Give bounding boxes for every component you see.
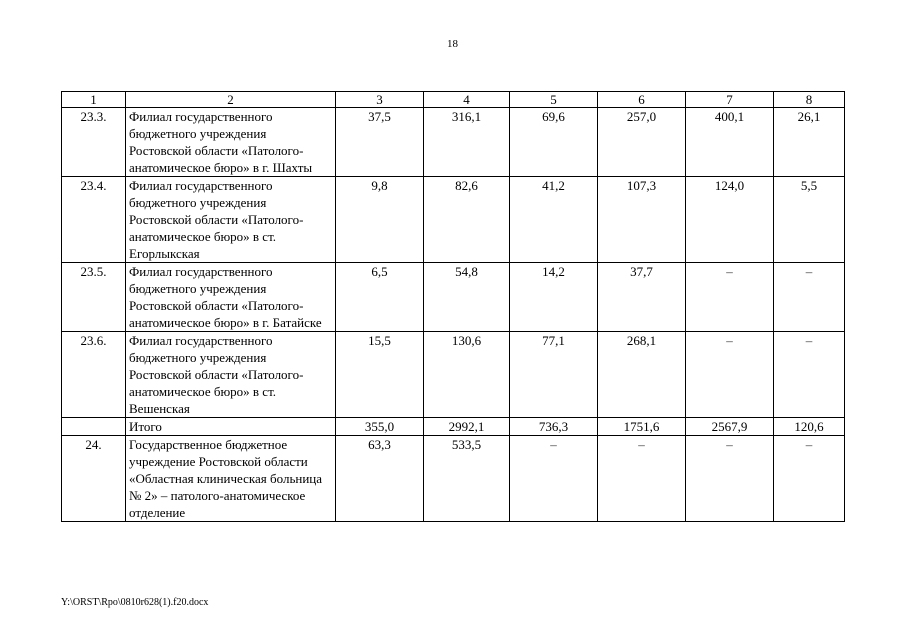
value-cell: 2567,9 xyxy=(686,418,774,436)
institution-name-cell: Филиал государственного бюджетного учреждения Ростовской области «Патолого-анатомическое бюро» в ст. Вешенская xyxy=(126,332,336,418)
value-cell: 316,1 xyxy=(424,108,510,177)
value-cell: 14,2 xyxy=(510,263,598,332)
row-number-cell: 23.3. xyxy=(62,108,126,177)
value-cell: 2992,1 xyxy=(424,418,510,436)
data-table xyxy=(61,91,845,522)
row-number-cell xyxy=(62,418,126,436)
value-cell: 82,6 xyxy=(424,177,510,263)
column-header: 4 xyxy=(424,92,510,108)
column-header: 8 xyxy=(774,92,845,108)
column-header: 1 xyxy=(62,92,126,108)
header-row xyxy=(62,92,845,108)
value-cell: – xyxy=(598,436,686,522)
value-cell: 54,8 xyxy=(424,263,510,332)
table-row xyxy=(62,436,845,522)
value-cell: 355,0 xyxy=(336,418,424,436)
value-cell: 268,1 xyxy=(598,332,686,418)
table-row xyxy=(62,332,845,418)
row-number-cell: 23.4. xyxy=(62,177,126,263)
institution-name-cell: Филиал государственного бюджетного учреждения Ростовской области «Патолого-анатомическое бюро» в г. Батайске xyxy=(126,263,336,332)
value-cell: – xyxy=(774,332,845,418)
institution-name-cell: Филиал государственного бюджетного учреждения Ростовской области «Патолого-анатомическое бюро» в г. Шахты xyxy=(126,108,336,177)
value-cell: 63,3 xyxy=(336,436,424,522)
value-cell: 26,1 xyxy=(774,108,845,177)
column-header: 5 xyxy=(510,92,598,108)
value-cell: 9,8 xyxy=(336,177,424,263)
table-row xyxy=(62,108,845,177)
value-cell: 69,6 xyxy=(510,108,598,177)
table-row xyxy=(62,263,845,332)
value-cell: 130,6 xyxy=(424,332,510,418)
value-cell: – xyxy=(774,263,845,332)
column-header: 6 xyxy=(598,92,686,108)
value-cell: – xyxy=(686,436,774,522)
value-cell: 37,5 xyxy=(336,108,424,177)
value-cell: – xyxy=(774,436,845,522)
value-cell: 15,5 xyxy=(336,332,424,418)
column-header: 7 xyxy=(686,92,774,108)
footer-file-path: Y:\ORST\Rpo\0810r628(1).f20.docx xyxy=(61,597,209,608)
column-header: 3 xyxy=(336,92,424,108)
value-cell: – xyxy=(686,332,774,418)
value-cell: 533,5 xyxy=(424,436,510,522)
value-cell: 124,0 xyxy=(686,177,774,263)
value-cell: 736,3 xyxy=(510,418,598,436)
value-cell: 77,1 xyxy=(510,332,598,418)
table-row xyxy=(62,177,845,263)
row-number-cell: 23.5. xyxy=(62,263,126,332)
institution-name-cell: Филиал государственного бюджетного учреждения Ростовской области «Патолого-анатомическое бюро» в ст. Егорлыкская xyxy=(126,177,336,263)
institution-name-cell: Государственное бюджетное учреждение Ростовской области «Областная клиническая больница № 2» – патолого-анатомическое отделение xyxy=(126,436,336,522)
value-cell: 41,2 xyxy=(510,177,598,263)
column-header: 2 xyxy=(126,92,336,108)
total-row xyxy=(62,418,845,436)
value-cell: 120,6 xyxy=(774,418,845,436)
row-number-cell: 24. xyxy=(62,436,126,522)
value-cell: 5,5 xyxy=(774,177,845,263)
value-cell: 1751,6 xyxy=(598,418,686,436)
value-cell: 257,0 xyxy=(598,108,686,177)
value-cell: – xyxy=(510,436,598,522)
page-number: 18 xyxy=(447,38,458,50)
value-cell: 37,7 xyxy=(598,263,686,332)
row-number-cell: 23.6. xyxy=(62,332,126,418)
value-cell: – xyxy=(686,263,774,332)
value-cell: 107,3 xyxy=(598,177,686,263)
value-cell: 400,1 xyxy=(686,108,774,177)
institution-name-cell: Итого xyxy=(126,418,336,436)
value-cell: 6,5 xyxy=(336,263,424,332)
